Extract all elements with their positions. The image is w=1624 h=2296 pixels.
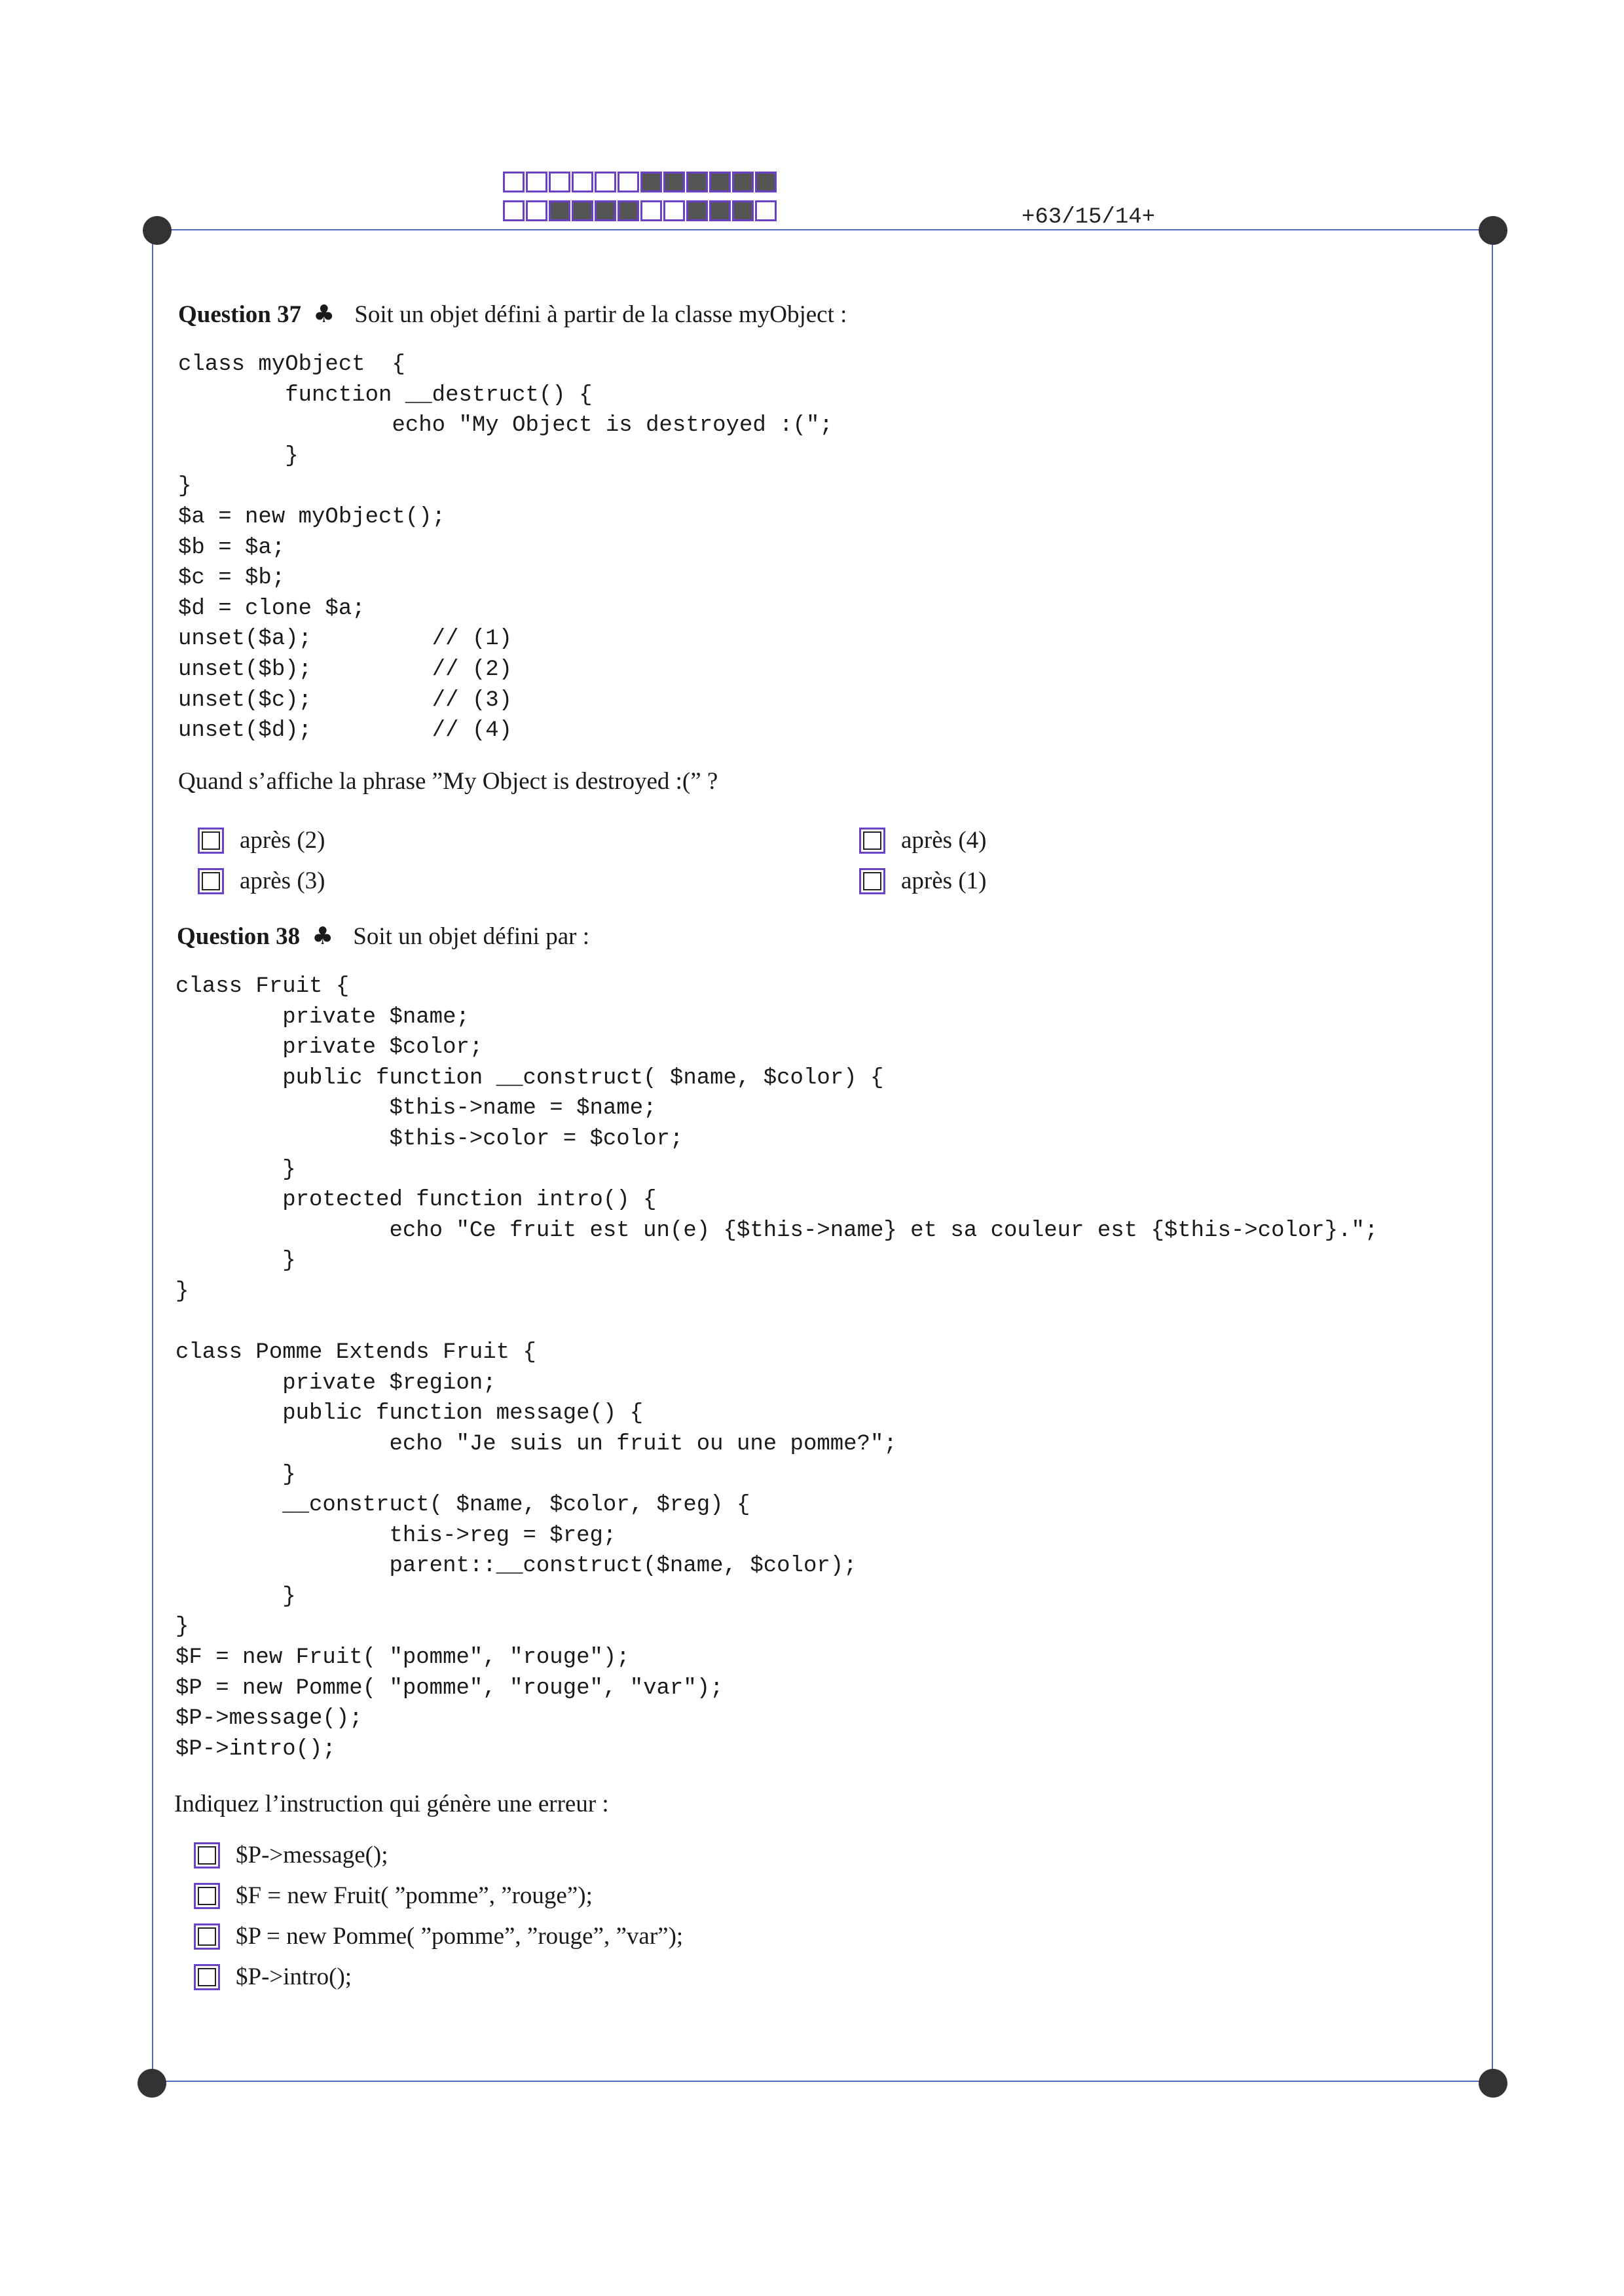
id-code-cell bbox=[640, 200, 662, 221]
question-38-number: Question 38 bbox=[177, 923, 301, 950]
checkbox[interactable] bbox=[198, 828, 224, 854]
id-code-cell bbox=[572, 200, 593, 221]
choice-label: après (1) bbox=[901, 867, 987, 894]
page-id: +63/15/14+ bbox=[1022, 205, 1156, 230]
checkbox[interactable] bbox=[194, 1883, 220, 1909]
corner-marker-top-left bbox=[143, 216, 172, 245]
id-code-cell bbox=[503, 200, 525, 221]
checkbox[interactable] bbox=[198, 868, 224, 894]
id-code-cell bbox=[686, 200, 708, 221]
q38-choice-3[interactable] bbox=[194, 1922, 683, 1950]
id-code-cell bbox=[572, 172, 593, 192]
q38-choice-4[interactable] bbox=[194, 1963, 352, 1991]
id-code-cell bbox=[732, 172, 754, 192]
choice-label: $P->message(); bbox=[236, 1842, 388, 1868]
checkbox[interactable] bbox=[194, 1923, 220, 1950]
id-code-cell bbox=[663, 172, 685, 192]
id-code-row-1 bbox=[503, 172, 778, 195]
id-code-cell bbox=[549, 200, 570, 221]
id-code-cell bbox=[686, 172, 708, 192]
choice-label: après (4) bbox=[901, 827, 987, 854]
question-37-header bbox=[178, 300, 847, 329]
q38-choice-2[interactable] bbox=[194, 1882, 593, 1910]
id-code-cell bbox=[526, 172, 547, 192]
checkbox[interactable] bbox=[194, 1964, 220, 1990]
id-code-cell bbox=[503, 172, 525, 192]
id-code-cell bbox=[709, 172, 731, 192]
id-code-cell bbox=[732, 200, 754, 221]
q37-choice-4[interactable] bbox=[859, 867, 986, 895]
question-38-code: class Fruit { private $name; private $color; public function __construct( $name, $color) { $this->name = $name; $this->color = $color; } protected function intro() { echo "Ce fruit est un(e) {$this->name} et sa couleur est {$this->color}."; } } class Pomme Extends Fruit { private $region; public function message() { echo "Je suis un fruit ou une pomme?"; } __construct( $name, $color, $reg) { this->reg = $reg; parent::__construct($name, $color); } } $F = new Fruit( "pomme", "rouge"); $P = new Pomme( "pomme", "rouge", "var"); $P->message(); $P->intro(); bbox=[175, 974, 1378, 1762]
id-code-cell bbox=[618, 172, 639, 192]
id-code-cell bbox=[755, 172, 777, 192]
id-code-cell bbox=[709, 200, 731, 221]
id-code-cell bbox=[595, 200, 616, 221]
q37-choice-3[interactable] bbox=[198, 867, 325, 895]
question-37-prompt: Quand s’affiche la phrase ”My Object is destroyed :(” ? bbox=[178, 768, 718, 795]
choice-label: après (2) bbox=[240, 827, 325, 854]
club-icon: ♣ bbox=[312, 922, 334, 950]
corner-marker-bottom-left bbox=[138, 2069, 166, 2098]
id-code-cell bbox=[549, 172, 570, 192]
q37-choice-1[interactable] bbox=[198, 826, 325, 854]
id-code-cell bbox=[618, 200, 639, 221]
question-37-number: Question 37 bbox=[178, 301, 302, 328]
question-38-prompt: Indiquez l’instruction qui génère une erreur : bbox=[174, 1791, 609, 1817]
club-icon: ♣ bbox=[313, 300, 335, 328]
question-37-text: Soit un objet défini à partir de la classe myObject : bbox=[354, 301, 847, 328]
choice-label: $P = new Pomme( ”pomme”, ”rouge”, ”var”); bbox=[236, 1923, 684, 1950]
q38-choice-1[interactable] bbox=[194, 1841, 388, 1869]
id-code-cell bbox=[595, 172, 616, 192]
id-code-row-2 bbox=[503, 200, 778, 224]
id-code-cell bbox=[663, 200, 685, 221]
id-code-cell bbox=[526, 200, 547, 221]
id-code-cell bbox=[755, 200, 777, 221]
id-code-cell bbox=[640, 172, 662, 192]
checkbox[interactable] bbox=[859, 868, 885, 894]
question-38-text: Soit un objet défini par : bbox=[353, 923, 589, 950]
checkbox[interactable] bbox=[194, 1842, 220, 1868]
choice-label: $P->intro(); bbox=[236, 1963, 352, 1990]
question-38-header bbox=[177, 922, 589, 951]
question-37-code: class myObject { function __destruct() { echo "My Object is destroyed :("; } } $a = new myObject(); $b = $a; $c = $b; $d = clone $a; unset($a); // (1) unset($b); // (2) unset($c); // (3) unset($d); // (4) bbox=[178, 352, 833, 744]
checkbox[interactable] bbox=[859, 828, 885, 854]
q37-choice-2[interactable] bbox=[859, 826, 986, 854]
choice-label: $F = new Fruit( ”pomme”, ”rouge”); bbox=[236, 1882, 593, 1909]
corner-marker-top-right bbox=[1479, 216, 1507, 245]
choice-label: après (3) bbox=[240, 867, 325, 894]
corner-marker-bottom-right bbox=[1479, 2069, 1507, 2098]
